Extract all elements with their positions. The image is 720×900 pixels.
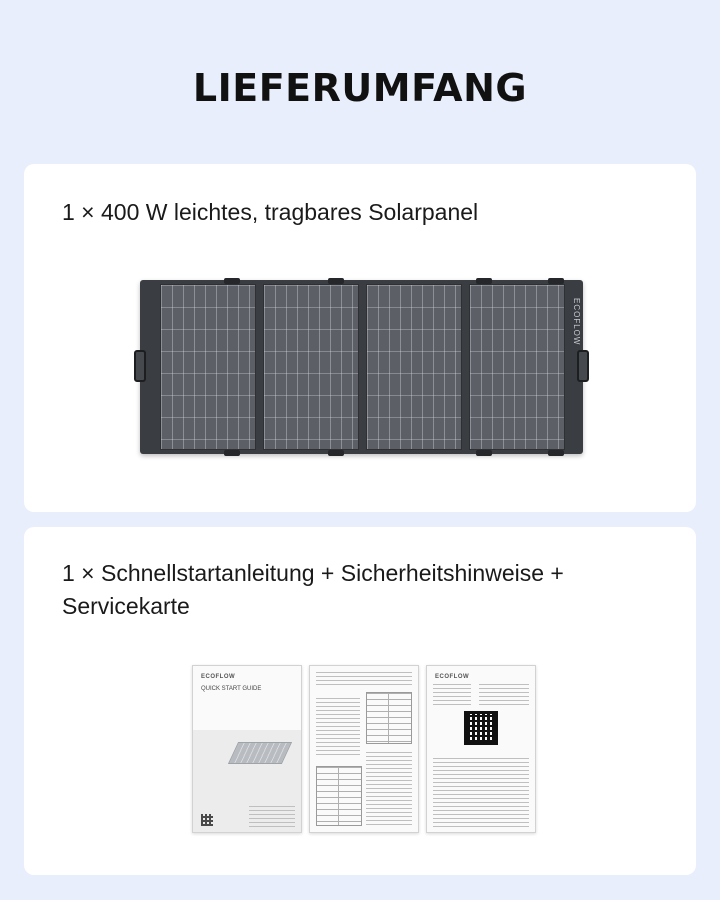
doc-brand-logo: ECOFLOW	[201, 674, 236, 680]
doc-brand-logo: ECOFLOW	[435, 674, 470, 680]
qr-code-icon	[201, 814, 213, 826]
doc-text-lines	[433, 684, 471, 706]
panel-clip	[476, 450, 492, 456]
solar-panel-segment	[469, 284, 565, 450]
panel-clip	[224, 450, 240, 456]
doc-text-lines	[433, 758, 529, 828]
solar-panel-segment	[160, 284, 256, 450]
doc-text-lines	[366, 752, 412, 826]
item-card-documents	[24, 527, 696, 875]
panel-clip	[328, 278, 344, 284]
panel-clip	[328, 450, 344, 456]
doc-panel-illustration	[228, 742, 292, 764]
solar-panel-segment	[366, 284, 462, 450]
panel-clip	[548, 278, 564, 284]
qr-code-icon	[464, 711, 498, 745]
doc-spec-table	[316, 766, 362, 826]
doc-text-lines	[249, 806, 295, 828]
doc-title: QUICK START GUIDE	[201, 686, 262, 692]
service-card-image	[426, 665, 536, 833]
panel-clip	[548, 450, 564, 456]
solar-panel-segment	[263, 284, 359, 450]
doc-text-lines	[316, 672, 412, 688]
item-description: 1 × Schnellstartanleitung + Sicherheitshinweise + Servicekarte	[62, 560, 564, 619]
item-description: 1 × 400 W leichtes, tragbares Solarpanel	[62, 199, 479, 225]
panel-brand-logo: ECOFLOW	[572, 298, 581, 346]
solar-panel-image	[140, 280, 583, 454]
panel-handle-left	[134, 350, 146, 382]
doc-text-lines	[479, 684, 529, 706]
item-card-solar-panel	[24, 164, 696, 512]
safety-instructions-image	[309, 665, 419, 833]
quick-start-guide-image	[192, 665, 302, 833]
panel-clip	[476, 278, 492, 284]
panel-handle-right	[577, 350, 589, 382]
page-title: LIEFERUMFANG	[192, 66, 528, 110]
doc-text-lines	[316, 698, 360, 758]
doc-spec-table	[366, 692, 412, 744]
panel-clip	[224, 278, 240, 284]
